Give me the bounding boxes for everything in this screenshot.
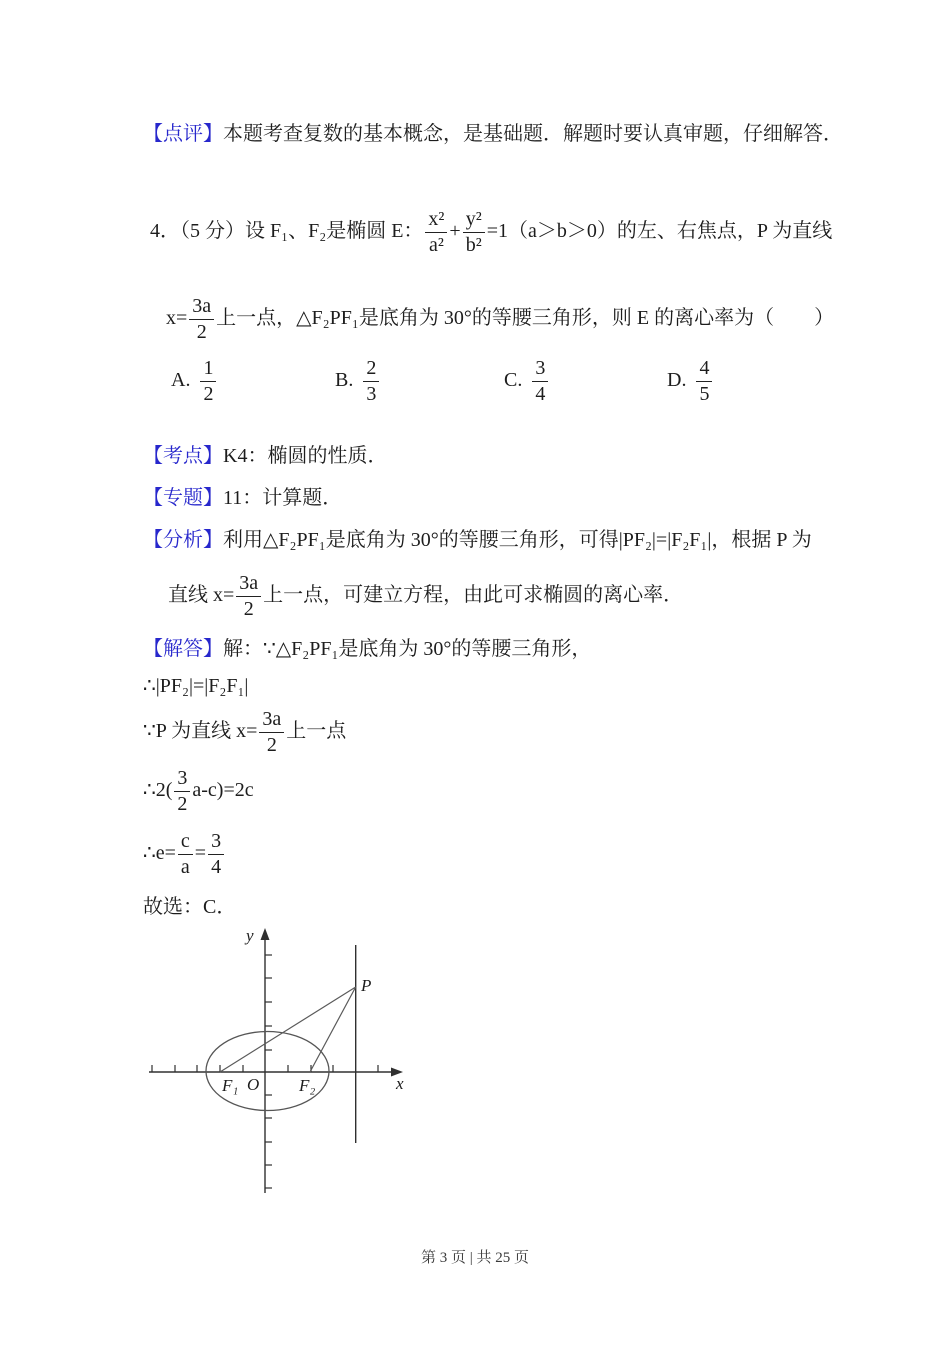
question-suffix-text: =1（a＞b＞0）的左、右焦点，P 为直线 bbox=[486, 220, 833, 243]
footer-page-indicator: 第 3 页 | 共 25 页 bbox=[420, 1250, 529, 1266]
options-row bbox=[143, 358, 843, 408]
option-d bbox=[667, 358, 714, 405]
fraction-denominator: b² bbox=[465, 234, 482, 256]
option-a-fraction bbox=[200, 358, 216, 405]
solution-line-3 bbox=[143, 709, 346, 756]
solution-line-5 bbox=[143, 831, 226, 878]
question-line2-suffix: 上一点，△F₂PF₁是底角为 30°的等腰三角形，则 E 的离心率为（ ） bbox=[216, 307, 835, 330]
solution-text-1: 解：∵△F₂PF₁是底角为 30°的等腰三角形， bbox=[223, 638, 592, 660]
fraction-denominator: a bbox=[180, 856, 190, 878]
question-prefix-text: 4．（5 分）设 F₁、F₂是椭圆 E： bbox=[150, 220, 424, 243]
origin-label: O bbox=[247, 1075, 260, 1094]
fraction-numerator: c bbox=[178, 831, 193, 855]
topic-line bbox=[143, 485, 342, 512]
fraction-denominator: a² bbox=[428, 234, 444, 256]
question-line2-prefix: x= bbox=[166, 307, 188, 330]
fraction-3a-2 bbox=[189, 296, 214, 343]
solution-line4-suffix: a-c)=2c bbox=[192, 779, 254, 802]
review-text: 本题考查复数的基本概念，是基础题．解题时要认真审题，仔细解答． bbox=[223, 123, 843, 145]
equals-sign: = bbox=[194, 842, 207, 865]
fraction-numerator: y² bbox=[463, 209, 485, 233]
y-axis-label: y bbox=[246, 926, 254, 945]
option-d-label: D. bbox=[667, 369, 687, 392]
ellipse-figure bbox=[145, 925, 411, 1203]
fraction-denominator: 2 bbox=[266, 734, 277, 756]
fraction-x2-a2 bbox=[425, 209, 447, 256]
point-p-label: P bbox=[361, 976, 372, 995]
fraction-denominator: 4 bbox=[535, 383, 546, 405]
analysis-line-2 bbox=[168, 573, 683, 620]
fraction-c-a bbox=[178, 831, 193, 878]
segment-f2-p bbox=[310, 987, 356, 1072]
fraction-3a-2 bbox=[236, 573, 261, 620]
option-c-label: C. bbox=[504, 369, 523, 392]
fraction-numerator: 3 bbox=[174, 768, 190, 792]
fraction-numerator: 3a bbox=[259, 709, 284, 733]
focus2-label: F₂ bbox=[299, 1076, 316, 1095]
solution-line5-prefix: ∴e= bbox=[143, 842, 176, 865]
fraction-denominator: 2 bbox=[243, 598, 254, 620]
fraction-3-4 bbox=[208, 831, 224, 878]
fraction-numerator: x² bbox=[425, 209, 447, 233]
analysis-line2-prefix: 直线 x= bbox=[168, 584, 235, 607]
fraction-denominator: 4 bbox=[211, 856, 222, 878]
fraction-numerator: 3a bbox=[189, 296, 214, 320]
question-line-1 bbox=[150, 209, 832, 256]
fraction-denominator: 2 bbox=[196, 321, 207, 343]
option-b-label: B. bbox=[335, 369, 354, 392]
question-line-2 bbox=[166, 296, 834, 343]
fraction-numerator: 3a bbox=[236, 573, 261, 597]
y-axis-arrow-icon bbox=[261, 928, 270, 940]
solution-line3-prefix: ∵P 为直线 x= bbox=[143, 720, 258, 743]
x-axis-label: x bbox=[396, 1074, 404, 1093]
fraction-numerator: 3 bbox=[532, 358, 548, 382]
solution-line-4 bbox=[143, 768, 254, 815]
option-d-fraction bbox=[696, 358, 712, 405]
topic-tag: 【专题】 bbox=[143, 487, 223, 509]
fraction-3a-2 bbox=[259, 709, 284, 756]
review-line bbox=[143, 121, 843, 148]
solution-line4-prefix: ∴2( bbox=[143, 779, 173, 802]
fraction-3-2 bbox=[174, 768, 190, 815]
option-b bbox=[335, 358, 381, 405]
solution-text-2: ∴|PF₂|=|F₂F₁| bbox=[143, 675, 249, 697]
concept-tag: 【考点】 bbox=[143, 445, 223, 467]
analysis-line-1 bbox=[143, 527, 812, 554]
fraction-numerator: 2 bbox=[363, 358, 379, 382]
solution-line3-suffix: 上一点 bbox=[286, 720, 347, 743]
solution-line-2 bbox=[143, 673, 248, 700]
option-b-fraction bbox=[363, 358, 379, 405]
conclusion-line bbox=[143, 894, 236, 921]
concept-line bbox=[143, 443, 387, 470]
option-c bbox=[504, 358, 550, 405]
segment-f1-p bbox=[220, 987, 356, 1072]
focus1-label: F₁ bbox=[222, 1076, 239, 1095]
topic-text: 11：计算题． bbox=[223, 487, 343, 509]
concept-text: K4：椭圆的性质． bbox=[223, 445, 388, 467]
fraction-denominator: 5 bbox=[699, 383, 710, 405]
analysis-line2-suffix: 上一点，可建立方程，由此可求椭圆的离心率． bbox=[263, 584, 684, 607]
fraction-denominator: 2 bbox=[177, 793, 188, 815]
fraction-numerator: 1 bbox=[200, 358, 216, 382]
option-a-label: A. bbox=[171, 369, 191, 392]
plus-sign: + bbox=[449, 220, 461, 243]
option-c-fraction bbox=[532, 358, 548, 405]
option-a bbox=[171, 358, 218, 405]
fraction-numerator: 3 bbox=[208, 831, 224, 855]
review-tag: 【点评】 bbox=[143, 123, 223, 145]
fraction-numerator: 4 bbox=[696, 358, 712, 382]
conclusion-text: 故选：C． bbox=[143, 896, 237, 918]
fraction-denominator: 3 bbox=[366, 383, 377, 405]
solution-tag: 【解答】 bbox=[143, 638, 223, 660]
solution-line-1 bbox=[143, 636, 591, 663]
fraction-y2-b2 bbox=[463, 209, 485, 256]
analysis-text-1: 利用△F₂PF₁是底角为 30°的等腰三角形，可得|PF₂|=|F₂F₁|，根据 P 为 bbox=[223, 529, 812, 551]
fraction-denominator: 2 bbox=[203, 383, 214, 405]
analysis-tag: 【分析】 bbox=[143, 529, 223, 551]
